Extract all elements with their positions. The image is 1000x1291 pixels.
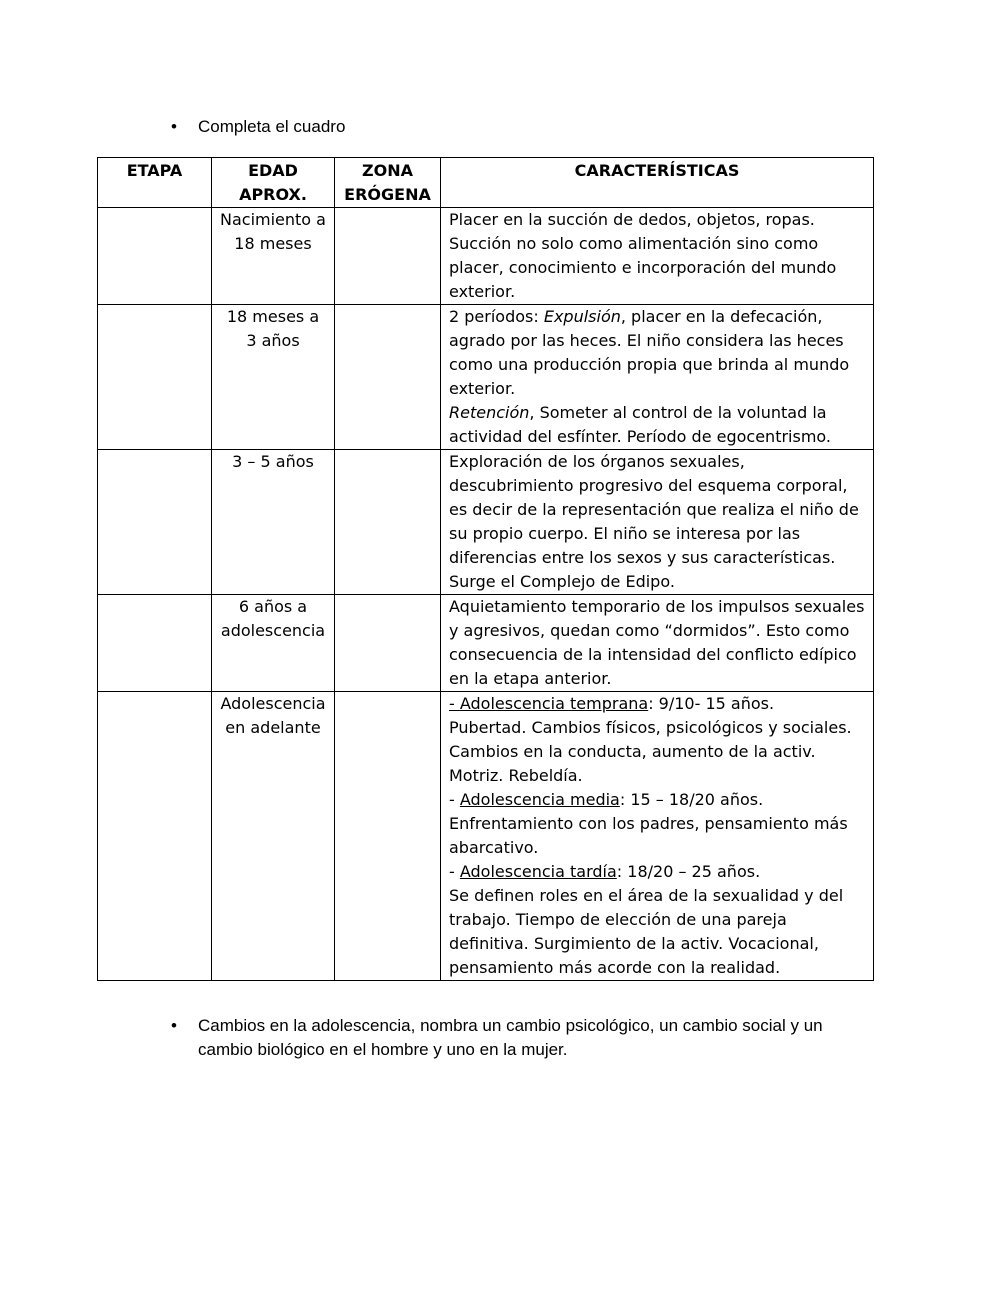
- psychosexual-stages-table: [97, 157, 874, 981]
- zona-cell[interactable]: [335, 692, 441, 981]
- underlined-term: - Adolescencia temprana: [449, 694, 649, 713]
- adolescencia-temprana-desc: Pubertad. Cambios físicos, psicológicos y sociales. Cambios en la conducta, aumento de la activ. Motriz. Rebeldía.: [449, 718, 852, 785]
- zona-cell[interactable]: [335, 450, 441, 595]
- header-etapa: ETAPA: [98, 158, 212, 208]
- text-fragment: : 9/10- 15 años.: [648, 694, 775, 713]
- adolescencia-media-heading: [449, 788, 865, 812]
- caracteristicas-cell: Aquietamiento temporario de los impulsos sexuales y agresivos, quedan como “dormidos”. Esto como consecuencia de la intensidad del conflicto edípico en la etapa anterior.: [441, 595, 874, 692]
- underlined-term: Adolescencia media: [459, 790, 620, 809]
- caracteristicas-cell: Placer en la succión de dedos, objetos, ropas. Succión no solo como alimentación sino como placer, conocimiento e incorporación del mundo exterior.: [441, 208, 874, 305]
- edad-cell: 6 años a adolescencia: [212, 595, 335, 692]
- instruction-text: Cambios en la adolescencia, nombra un cambio psicológico, un cambio social y un cambio biológico en el hombre y uno en la mujer.: [198, 1016, 823, 1059]
- edad-cell: Adolescencia en adelante: [212, 692, 335, 981]
- paragraph-expulsion: [449, 305, 865, 401]
- table-row: [98, 692, 874, 981]
- paragraph-retencion: [449, 401, 865, 449]
- text-fragment: , Someter al control de la voluntad la actividad del esfínter. Período de egocentrismo.: [449, 403, 831, 446]
- edad-cell: Nacimiento a 18 meses: [212, 208, 335, 305]
- underlined-term: Adolescencia tardía: [459, 862, 617, 881]
- header-caracteristicas: CARACTERÍSTICAS: [441, 158, 874, 208]
- zona-cell[interactable]: [335, 595, 441, 692]
- edad-cell: 3 – 5 años: [212, 450, 335, 595]
- table-row: [98, 595, 874, 692]
- header-zona: ZONA ERÓGENA: [335, 158, 441, 208]
- bullet-icon: •: [171, 1016, 177, 1035]
- edad-cell: 18 meses a 3 años: [212, 305, 335, 450]
- instruction-text: Completa el cuadro: [198, 117, 346, 136]
- adolescencia-tardia-heading: [449, 860, 865, 884]
- table-header-row: [98, 158, 874, 208]
- etapa-cell[interactable]: [98, 692, 212, 981]
- etapa-cell[interactable]: [98, 305, 212, 450]
- caracteristicas-cell: Exploración de los órganos sexuales, descubrimiento progresivo del esquema corporal, es decir de la representación que realiza el niño de su propio cuerpo. El niño se interesa por las diferencias entre los sexos y sus características. Surge el Complejo de Edipo.: [441, 450, 874, 595]
- header-edad: EDAD APROX.: [212, 158, 335, 208]
- table-row: [98, 305, 874, 450]
- bullet-icon: •: [171, 117, 177, 136]
- text-fragment: -: [449, 862, 460, 881]
- caracteristicas-cell: [441, 305, 874, 450]
- table-row: [98, 208, 874, 305]
- text-fragment: -: [449, 790, 460, 809]
- etapa-cell[interactable]: [98, 595, 212, 692]
- caracteristicas-cell: [441, 692, 874, 981]
- adolescencia-temprana-heading: [449, 692, 865, 716]
- instruction-complete-table: [171, 115, 871, 139]
- text-fragment: : 15 – 18/20 años.: [619, 790, 764, 809]
- zona-cell[interactable]: [335, 305, 441, 450]
- adolescencia-media-desc: Enfrentamiento con los padres, pensamiento más abarcativo.: [449, 814, 848, 857]
- etapa-cell[interactable]: [98, 450, 212, 595]
- italic-term: Expulsión: [543, 307, 621, 326]
- zona-cell[interactable]: [335, 208, 441, 305]
- table-row: [98, 450, 874, 595]
- text-fragment: : 18/20 – 25 años.: [616, 862, 761, 881]
- text-fragment: 2 períodos:: [449, 307, 544, 326]
- italic-term: Retención: [449, 403, 530, 422]
- text-fragment: , placer en la defecación, agrado por las heces. El niño considera las heces como una producción propia que brinda al mundo exterior.: [449, 307, 850, 398]
- instruction-adolescence-changes: [171, 1014, 871, 1064]
- adolescencia-tardia-desc: Se definen roles en el área de la sexualidad y del trabajo. Tiempo de elección de una pareja definitiva. Surgimiento de la activ. Vocacional, pensamiento más acorde con la realidad.: [449, 886, 844, 977]
- etapa-cell[interactable]: [98, 208, 212, 305]
